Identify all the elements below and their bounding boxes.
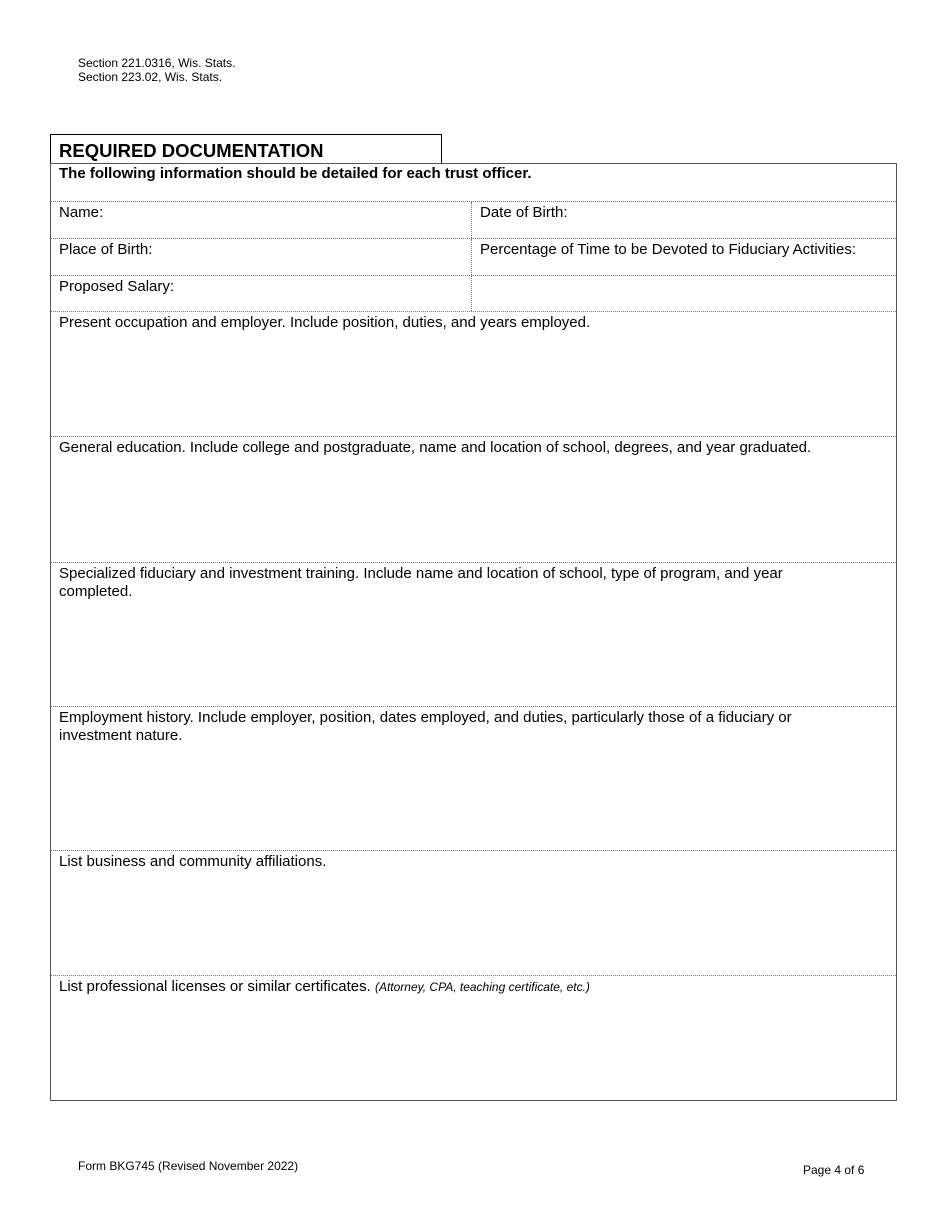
present-occupation-row xyxy=(51,311,896,436)
intro-row xyxy=(51,164,896,201)
proposed-salary-field[interactable] xyxy=(51,276,471,311)
specialized-training-field[interactable] xyxy=(51,563,896,706)
trust-officer-form xyxy=(50,163,897,1101)
licenses-row xyxy=(51,975,896,1100)
employment-history-field[interactable] xyxy=(51,707,896,850)
affiliations-row xyxy=(51,850,896,975)
present-occupation-field[interactable] xyxy=(51,312,896,436)
salary-row xyxy=(51,275,896,311)
licenses-note: (Attorney, CPA, teaching certificate, etc.) xyxy=(374,980,590,994)
date-of-birth-label: Date of Birth: xyxy=(480,204,568,221)
section-title: REQUIRED DOCUMENTATION xyxy=(50,134,442,163)
specialized-training-label: Specialized fiduciary and investment training. Include name and location of school, type of program, and year completed. xyxy=(59,565,783,600)
name-dob-row xyxy=(51,201,896,238)
general-education-row xyxy=(51,436,896,562)
statute-line-2: Section 223.02, Wis. Stats. xyxy=(78,70,223,84)
proposed-salary-label: Proposed Salary: xyxy=(59,278,175,295)
affiliations-field[interactable] xyxy=(51,851,896,975)
employment-history-label: Employment history. Include employer, position, dates employed, and duties, particularly those of a fiduciary or investment nature. xyxy=(59,709,792,744)
date-of-birth-field[interactable] xyxy=(471,202,896,238)
percentage-time-field[interactable] xyxy=(471,239,896,275)
affiliations-label: List business and community affiliations. xyxy=(59,853,327,870)
percentage-time-label: Percentage of Time to be Devoted to Fiduciary Activities: xyxy=(480,241,857,258)
present-occupation-label: Present occupation and employer. Include position, duties, and years employed. xyxy=(59,314,591,331)
employment-history-row xyxy=(51,706,896,850)
general-education-label: General education. Include college and postgraduate, name and location of school, degrees, and year graduated. xyxy=(59,439,812,456)
statute-references xyxy=(78,56,235,84)
place-of-birth-label: Place of Birth: xyxy=(59,241,153,258)
form-identifier: Form BKG745 (Revised November 2022) xyxy=(78,1159,299,1173)
statute-line-1: Section 221.0316, Wis. Stats. xyxy=(78,56,236,70)
birthplace-percentage-row xyxy=(51,238,896,275)
specialized-training-row xyxy=(51,562,896,706)
blank-field[interactable] xyxy=(471,276,896,311)
name-field[interactable] xyxy=(51,202,471,238)
licenses-field[interactable] xyxy=(51,976,896,1100)
place-of-birth-field[interactable] xyxy=(51,239,471,275)
general-education-field[interactable] xyxy=(51,437,896,562)
name-label: Name: xyxy=(59,204,104,221)
licenses-label: List professional licenses or similar certificates. xyxy=(59,978,371,995)
intro-text: The following information should be detailed for each trust officer. xyxy=(59,165,532,182)
page-number: Page 4 of 6 xyxy=(803,1163,865,1177)
